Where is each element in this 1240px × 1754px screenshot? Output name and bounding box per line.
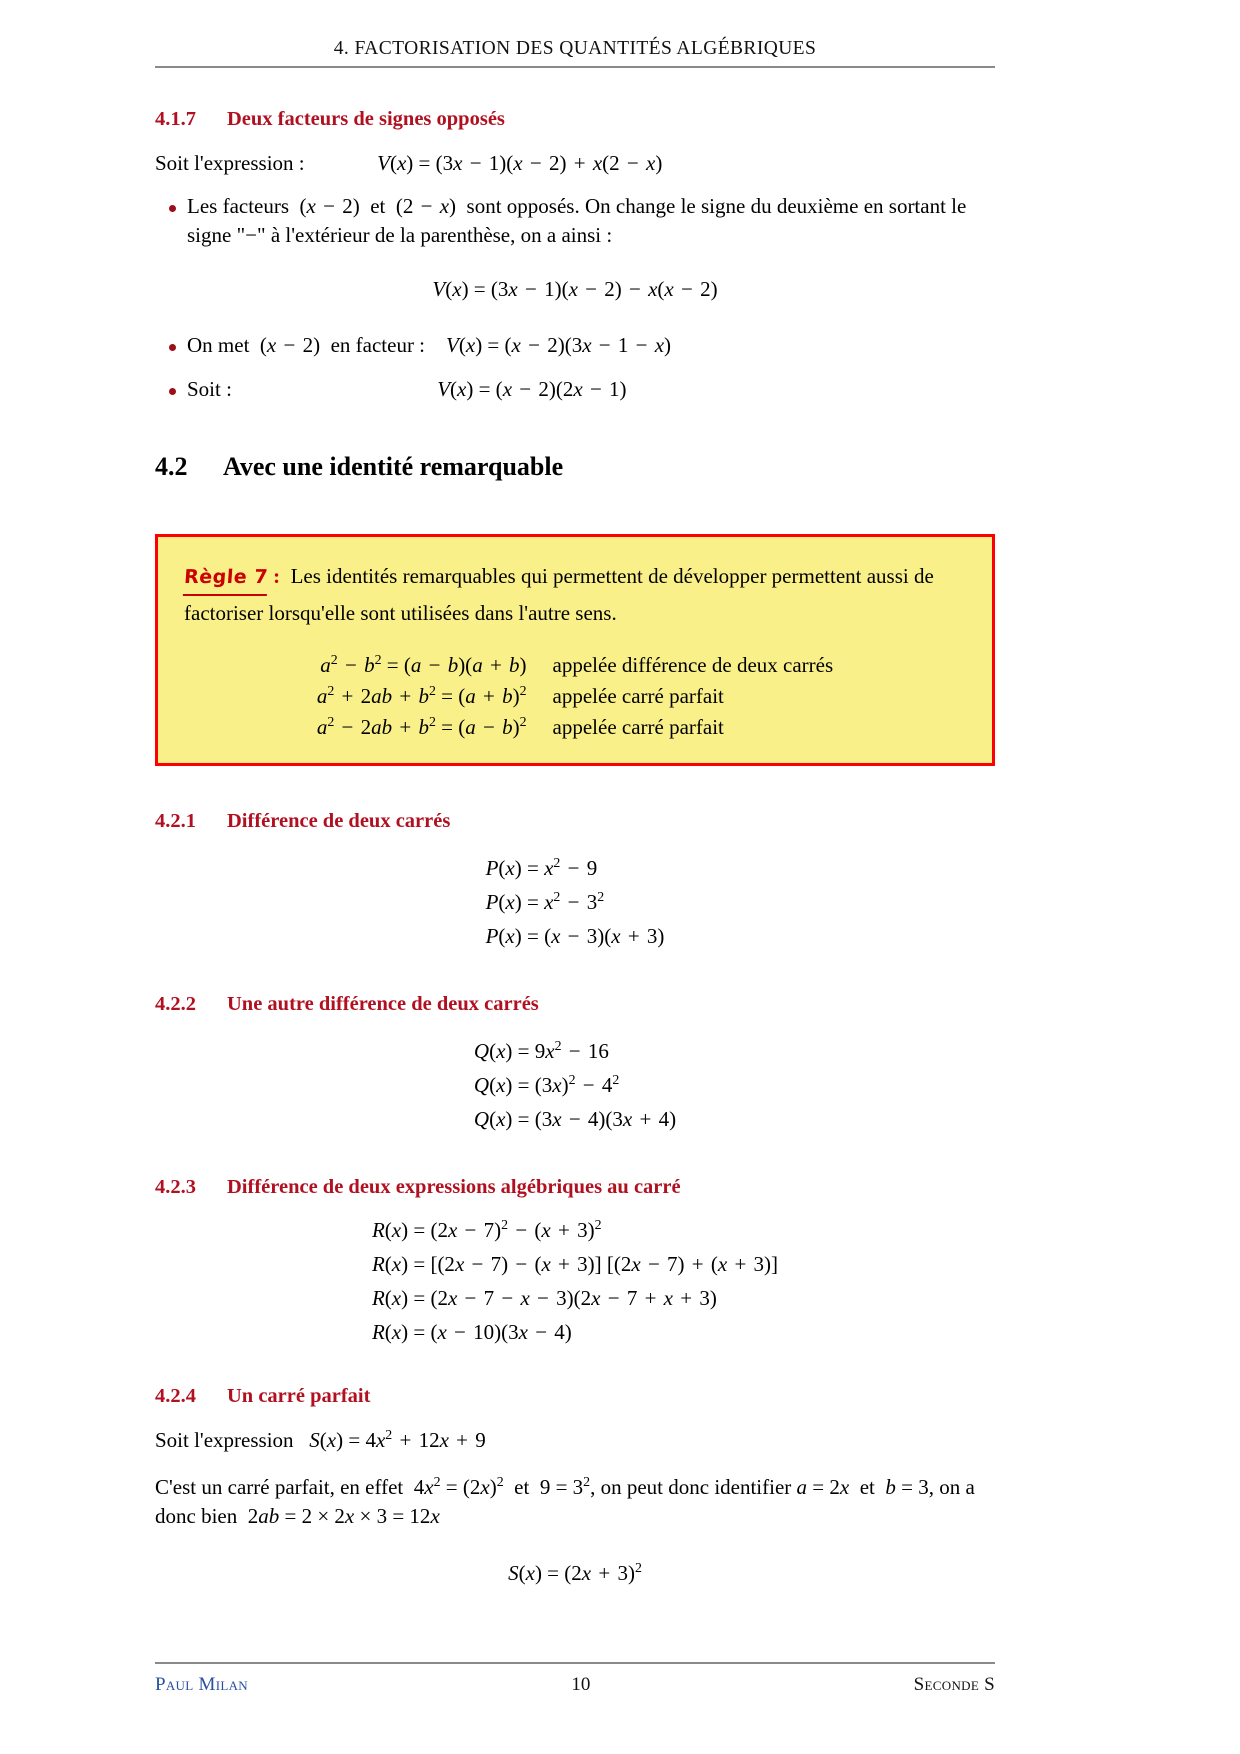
s423-equations <box>155 1213 995 1349</box>
heading-4-1-7-title: Deux facteurs de signes opposés <box>227 108 505 130</box>
s422-equation-1: $Q(x) = (3x)^2 - 4^2$ <box>473 1071 620 1097</box>
s424-para-a: C'est un carré parfait, en effet <box>155 1474 404 1499</box>
s417-bullet-1-expr-1: (x − 2) <box>294 193 365 218</box>
identities-group <box>184 650 966 743</box>
s424-para-c: , on peut donc identifier <box>590 1474 792 1499</box>
s417-bullet-1-mid: et <box>370 193 386 218</box>
s423-equation-0: $R(x) = (2x - 7)^2 - (x + 3)^2$ <box>371 1216 602 1242</box>
s417-bullet-2-expr: (x − 2) <box>254 333 326 358</box>
s417-bullet-3 <box>155 375 995 404</box>
s424-para-eq-2: $9 = 3^2$ <box>534 1473 591 1499</box>
s422-equation-0: $Q(x) = 9x^2 - 16$ <box>473 1037 609 1063</box>
s417-bullet-3-label: Soit : <box>187 376 232 401</box>
heading-4-2-2-number: 4.2.2 <box>155 992 196 1015</box>
s424-para-eq-4: b = 3 <box>885 1474 929 1499</box>
footer-author: Paul Milan <box>155 1674 248 1695</box>
page-footer <box>155 1674 995 1696</box>
identity-0-lhs: $a^2 - b^2 = (a - b)(a + b)$ <box>320 651 527 677</box>
s417-bullet-1-expr-2: (2 − x) <box>390 193 462 218</box>
heading-4-2-3 <box>155 1176 995 1199</box>
identity-2-lhs: $a^2 - 2ab + b^2 = (a - b)^2$ <box>316 713 527 739</box>
heading-4-2-3-number: 4.2.3 <box>155 1175 196 1198</box>
s424-line1-equation: $S(x) = 4x^2 + 12x + 9$ <box>309 1427 486 1453</box>
s417-bullet-3-equation: V(x) = (x − 2)(2x − 1) <box>437 376 627 401</box>
rule-label-colon: : <box>273 564 281 589</box>
s417-bullet-2-text-a: On met <box>187 333 250 358</box>
footer-rule <box>155 1662 995 1664</box>
footer-class: Seconde S <box>913 1674 995 1695</box>
s424-line1-label: Soit l'expression <box>155 1428 294 1453</box>
s417-bullet-2-equation: V(x) = (x − 2)(3x − 1 − x) <box>446 333 672 358</box>
s423-equation-1: R(x) = [(2x − 7) − (x + 3)] [(2x − 7) + (x + 3)] <box>371 1251 779 1276</box>
s424-para-e: , on a donc bien <box>155 1474 975 1528</box>
s422-equation-2: Q(x) = (3x − 4)(3x + 4) <box>473 1106 677 1131</box>
s424-para-d: et <box>859 1474 875 1499</box>
identity-1-rhs: appelée carré parfait <box>552 683 724 708</box>
s423-equation-2: R(x) = (2x − 7 − x − 3)(2x − 7 + x + 3) <box>371 1285 717 1310</box>
s424-para-eq-5: 2ab = 2 × 2x × 3 = 12x <box>242 1503 440 1528</box>
footer-page-number: 10 <box>571 1674 591 1695</box>
s422-equations <box>155 1034 995 1136</box>
header-rule <box>155 66 995 68</box>
s421-equation-0: $P(x) = x^2 - 9$ <box>485 854 598 880</box>
rule-box-intro <box>184 559 966 630</box>
s417-display-equation: V(x) = (3x − 1)(x − 2) − x(x − 2) <box>432 276 718 301</box>
rule-box <box>155 534 995 766</box>
s417-bullet-1 <box>155 192 995 251</box>
identity-2-rhs: appelée carré parfait <box>552 714 724 739</box>
running-header: 4. FACTORISATION DES QUANTITÉS ALGÉBRIQUES <box>333 38 817 59</box>
s424-final-equation: $S(x) = (2x + 3)^2$ <box>508 1559 642 1585</box>
heading-4-2-4 <box>155 1385 995 1408</box>
heading-4-2-2-title: Une autre différence de deux carrés <box>227 992 539 1015</box>
s424-para-b: et <box>514 1474 530 1499</box>
heading-4-2-1-number: 4.2.1 <box>155 809 196 832</box>
heading-4-2-3-title: Différence de deux expressions algébriques au carré <box>227 1175 681 1198</box>
identity-row <box>317 712 833 743</box>
s417-bullet-2-text-b: en facteur : <box>330 333 426 358</box>
s417-bullet-list-2 <box>155 331 995 404</box>
s424-para-eq-3: a = 2x <box>796 1474 850 1499</box>
heading-4-2-1 <box>155 810 995 833</box>
identities-table <box>317 650 833 743</box>
heading-4-2-number: 4.2 <box>155 452 188 482</box>
heading-4-2-1-title: Différence de deux carrés <box>227 809 451 832</box>
heading-4-2 <box>155 452 995 482</box>
heading-4-2-title: Avec une identité remarquable <box>223 452 564 482</box>
s417-intro-label: Soit l'expression : <box>155 151 305 175</box>
s421-equation-1: $P(x) = x^2 - 3^2$ <box>485 888 605 914</box>
heading-4-1-7 <box>155 108 995 131</box>
identity-0-rhs: appelée différence de deux carrés <box>552 652 834 677</box>
s424-para-eq-1: $4x^2 = (2x)^2$ <box>408 1473 504 1499</box>
s421-equation-2: P(x) = (x − 3)(x + 3) <box>485 923 665 948</box>
s417-bullet-1-text-a: Les facteurs <box>187 193 290 218</box>
s417-bullet-2 <box>155 331 995 360</box>
s424-line1 <box>155 1426 995 1455</box>
s421-equations <box>155 851 995 953</box>
heading-4-1-7-number: 4.1.7 <box>155 108 196 130</box>
s417-bullet-1-text-b: sont opposés. On change le signe du deuxième en sortant le signe "−" à l'extérieur de la parenthèse, on a ainsi : <box>187 193 967 248</box>
document-body <box>155 108 995 1589</box>
s417-intro-equation: V(x) = (3x − 1)(x − 2) + x(2 − x) <box>377 151 663 175</box>
s417-bullet-list-1 <box>155 192 995 251</box>
rule-label: Règle 7 <box>183 562 269 596</box>
identity-1-lhs: $a^2 + 2ab + b^2 = (a + b)^2$ <box>316 682 527 708</box>
rule-box-text: Les identités remarquables qui permettent de développer permettent aussi de factoriser lorsqu'elle sont utilisées dans l'autre sens. <box>184 564 934 625</box>
heading-4-2-2 <box>155 993 995 1016</box>
heading-4-2-4-title: Un carré parfait <box>227 1385 371 1408</box>
s423-equation-3: R(x) = (x − 10)(3x − 4) <box>371 1320 572 1344</box>
identity-row <box>317 650 833 681</box>
s424-paragraph <box>155 1473 995 1531</box>
identity-row <box>317 681 833 712</box>
heading-4-2-4-number: 4.2.4 <box>155 1385 196 1408</box>
s417-intro-line <box>155 149 995 178</box>
